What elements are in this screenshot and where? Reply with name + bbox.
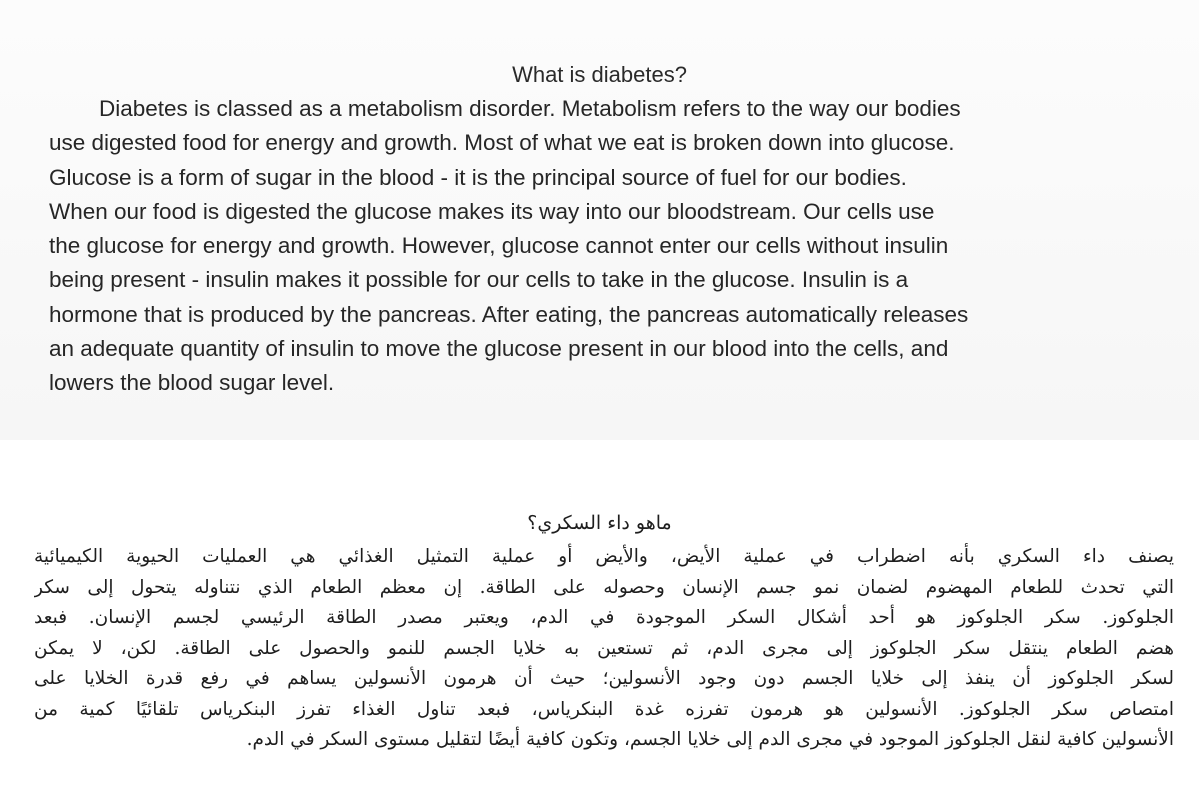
english-paragraph	[49, 92, 1174, 401]
english-line: the glucose for energy and growth. However, glucose cannot enter our cells without insulin	[49, 233, 949, 259]
english-line: lowers the blood sugar level.	[49, 370, 335, 396]
english-line: being present - insulin makes it possible for our cells to take in the glucose. Insulin is a	[49, 267, 909, 293]
arabic-line: التي تحدث للطعام المهضوم لضمان نمو جسم الإنسان وحصوله على الطاقة. إن معظم الطعام الذي نتناوله يتحول إلى سكر	[34, 576, 1174, 598]
arabic-line: الجلوكوز. سكر الجلوكوز هو أحد أشكال السكر الموجودة في الدم، ويعتبر مصدر الطاقة الرئيسي لجسم الإنسان. فبعد	[34, 607, 1174, 628]
english-line: Diabetes is classed as a metabolism disorder. Metabolism refers to the way our bodies	[99, 96, 961, 121]
english-line: hormone that is produced by the pancreas. After eating, the pancreas automatically releases	[49, 301, 969, 327]
arabic-line: لسكر الجلوكوز أن ينفذ إلى خلايا الجسم دون وجود الأنسولين؛ حيث أن هرمون الأنسولين يساهم في رفع قدرة الخلايا على	[34, 668, 1174, 689]
arabic-line: الأنسولين كافية لنقل الجلوكوز الموجود في مجرى الدم إلى خلايا الجسم، وتكون كافية أيضًا لتقليل مستوى السكر في الدم.	[246, 729, 1174, 750]
arabic-section	[0, 490, 1199, 800]
english-title: What is diabetes?	[512, 62, 687, 87]
arabic-title: ماهو داء السكري؟	[527, 512, 672, 534]
english-line: When our food is digested the glucose makes its way into our bloodstream. Our cells use	[49, 198, 935, 224]
arabic-line: يصنف داء السكري بأنه اضطراب في عملية الأيض، والأيض أو عملية التمثيل الغذائي هي العمليات الحيوية الكيميائية	[34, 546, 1174, 567]
arabic-line: امتصاص سكر الجلوكوز. الأنسولين هو هرمون تفرزه غدة البنكرياس، فبعد تناول الغذاء تفرز البنكرياس تلقائيًا كمية من	[34, 698, 1174, 720]
arabic-line: هضم الطعام ينتقل سكر الجلوكوز إلى مجرى الدم، ثم تستعين به خلايا الجسم للنمو والحصول على الطاقة. لكن، لا يمكن	[34, 637, 1174, 659]
english-line: use digested food for energy and growth. Most of what we eat is broken down into glucose.	[49, 130, 955, 156]
english-line: an adequate quantity of insulin to move the glucose present in our blood into the cells, and	[49, 336, 949, 362]
arabic-paragraph	[34, 542, 1174, 756]
english-line: Glucose is a form of sugar in the blood - it is the principal source of fuel for our bodies.	[49, 164, 907, 190]
